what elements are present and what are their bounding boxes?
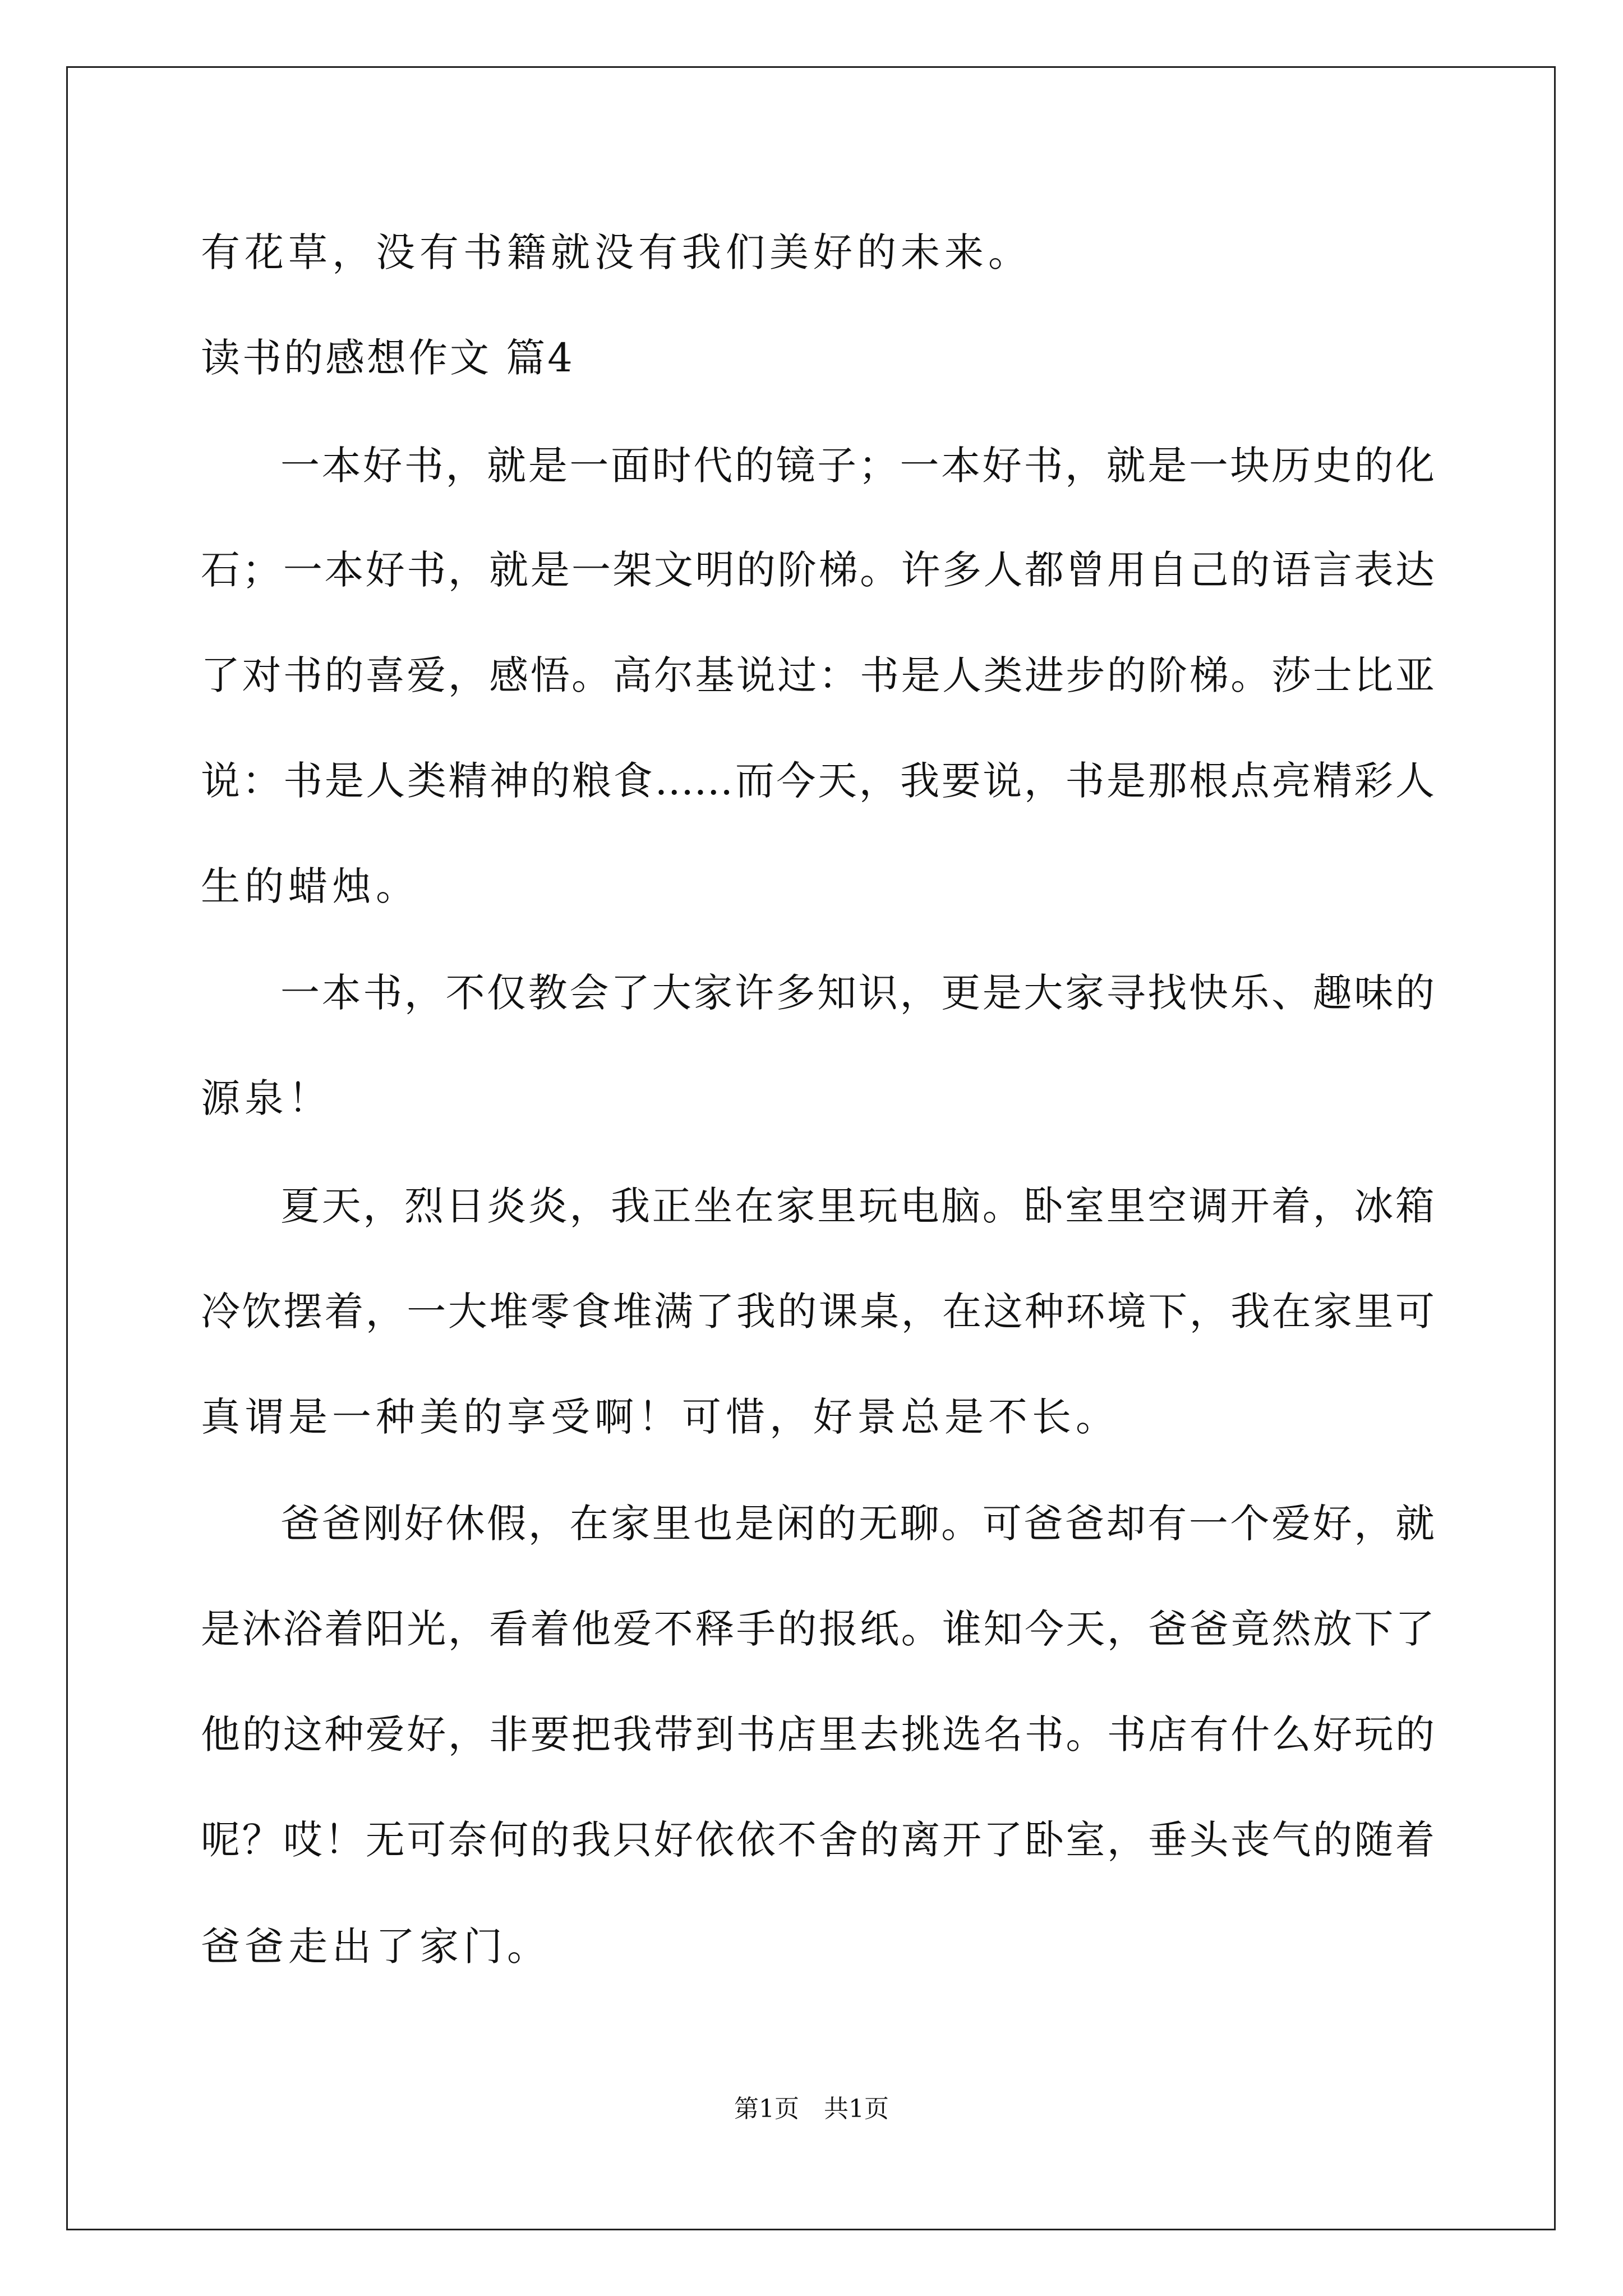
text-line: 石；一本好书，就是一架文明的阶梯。许多人都曾用自己的语言表达 bbox=[201, 547, 1435, 593]
text-line: 冷饮摆着，一大堆零食堆满了我的课桌，在这种环境下，我在家里可 bbox=[201, 1289, 1435, 1335]
text-line: 是沐浴着阳光，看着他爱不释手的报纸。谁知今天，爸爸竟然放下了 bbox=[201, 1606, 1435, 1652]
text-line: 了对书的喜爱，感悟。高尔基说过：书是人类进步的阶梯。莎士比亚 bbox=[201, 652, 1435, 698]
text-line: 一本好书，就是一面时代的镜子；一本好书，就是一块历史的化 bbox=[280, 443, 1435, 489]
text-line: 有花草，没有书籍就没有我们美好的未来。 bbox=[201, 229, 1032, 275]
text-line: 一本书，不仅教会了大家许多知识，更是大家寻找快乐、趣味的 bbox=[280, 970, 1435, 1016]
page-footer bbox=[0, 2094, 1623, 2124]
page-number: 第1页 bbox=[734, 2095, 799, 2123]
text-line: 真谓是一种美的享受啊！可惜，好景总是不长。 bbox=[201, 1394, 1119, 1440]
text-line: 夏天，烈日炎炎，我正坐在家里玩电脑。卧室里空调开着，冰箱 bbox=[280, 1183, 1435, 1229]
text-line: 呢？哎！无可奈何的我只好依依不舍的离开了卧室，垂头丧气的随着 bbox=[201, 1817, 1435, 1863]
text-line: 爸爸走出了家门。 bbox=[201, 1924, 551, 1970]
section-heading: 读书的感想作文 篇4 bbox=[201, 335, 575, 381]
page-total: 共1页 bbox=[824, 2095, 889, 2123]
text-line: 源泉！ bbox=[201, 1075, 332, 1121]
text-line: 他的这种爱好，非要把我带到书店里去挑选名书。书店有什么好玩的 bbox=[201, 1711, 1435, 1757]
text-line: 说：书是人类精神的粮食……而今天，我要说，书是那根点亮精彩人 bbox=[201, 758, 1435, 804]
page-border bbox=[66, 66, 1556, 2230]
text-line: 爸爸刚好休假，在家里也是闲的无聊。可爸爸却有一个爱好，就 bbox=[280, 1501, 1435, 1547]
text-line: 生的蜡烛。 bbox=[201, 863, 419, 909]
